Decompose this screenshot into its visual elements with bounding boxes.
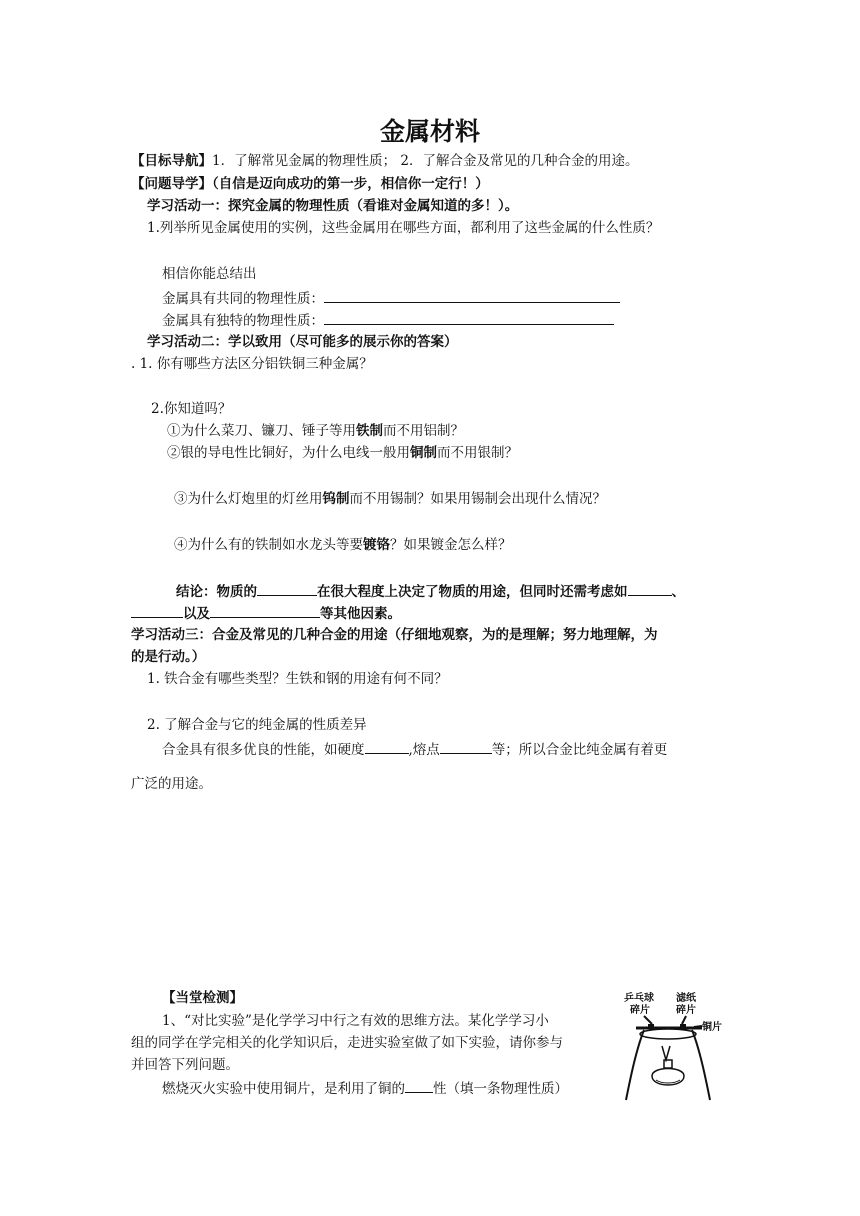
activity2-question-2-2: [167, 444, 518, 462]
conclusion-text-d: 以及: [183, 606, 210, 622]
conclusion-blank-4[interactable]: [210, 603, 320, 618]
pingpong-pointer: [644, 1016, 652, 1024]
unique-property-line: [162, 310, 614, 330]
lamp-liquid: [656, 1080, 680, 1083]
activity2-heading: 学习活动二：学以致用（尽可能多的展示你的答案）: [147, 334, 458, 350]
tripod-leg-right: [692, 1030, 710, 1100]
activity1-heading: 学习活动一：探究金属的物理性质（看谁对金属知道的多！）。: [147, 198, 519, 214]
guide-text: （自信是迈向成功的第一步，相信你一定行！）: [212, 176, 489, 192]
objectives-text: 1．了解常见金属的物理性质； 2．了解合金及常见的几种合金的用途。: [212, 153, 639, 169]
alloy-text-c: 等；所以合金比纯金属有着更: [491, 742, 668, 758]
activity3-heading-2: 的是行动。）: [131, 649, 206, 665]
pingpong-label-1: 乒乓球: [624, 993, 654, 1004]
experiment-figure: [622, 990, 726, 1102]
q2-2-emphasis: 铜制: [410, 445, 437, 461]
q2-4-emphasis: 镀铬: [363, 537, 390, 553]
q2-4-text-end: ？如果镀金怎么样？: [390, 537, 512, 553]
check-line-4-text-a: 燃烧灭火实验中使用铜片，是利用了铜的: [162, 1081, 405, 1097]
filter-label-2: 碎片: [676, 1005, 696, 1016]
common-property-line: [162, 288, 620, 308]
alloy-property-line: [162, 739, 667, 759]
q2-1-text: ①为什么菜刀、镰刀、锤子等用: [167, 423, 356, 439]
tripod-ring: [640, 1029, 696, 1039]
activity3-question-2: 2. 了解合金与它的纯金属的性质差异: [147, 717, 367, 733]
conclusion-blank-1[interactable]: [257, 581, 317, 596]
activity2-question-2-4: [174, 536, 512, 554]
conclusion-text-a: 结论：物质的: [176, 584, 257, 600]
conclusion-line-2: [131, 603, 401, 623]
conclusion-line: [176, 581, 685, 601]
common-property-blank[interactable]: [324, 288, 620, 303]
pingpong-label-2: 碎片: [630, 1005, 650, 1016]
conclusion-blank-3[interactable]: [131, 603, 183, 618]
unique-property-blank[interactable]: [324, 310, 614, 325]
filter-pointer: [682, 1016, 686, 1024]
q2-3-text: ③为什么灯炮里的灯丝用: [174, 491, 323, 507]
unique-property-label: 金属具有独特的物理性质：: [162, 313, 324, 329]
activity3-heading: 学习活动三：合金及常见的几种合金的用途（仔细地观察，为的是理解；努力地理解，为: [131, 627, 658, 643]
q2-3-text-end: 而不用锡制？如果用锡制会出现什么情况？: [349, 491, 606, 507]
check-line-4: [162, 1078, 568, 1098]
alloy-text-a: 合金具有很多优良的性能，如硬度: [162, 742, 365, 758]
lamp-wick-holder: [664, 1060, 672, 1068]
tripod-leg-left: [626, 1030, 644, 1100]
conclusion-blank-2[interactable]: [628, 581, 672, 596]
activity1-question-1: 1.列举所见金属使用的实例，这些金属用在哪些方面，都利用了这些金属的什么性质？: [147, 220, 660, 236]
q2-2-text-end: 而不用银制？: [437, 445, 518, 461]
activity2-question-1: . 1. 你有哪些方法区分铝铁铜三种金属？: [131, 356, 373, 372]
copper-property-blank[interactable]: [405, 1078, 433, 1093]
guide-line: [131, 175, 489, 193]
filter-label-1: 滤纸: [676, 993, 696, 1004]
q2-4-text: ④为什么有的铁制如水龙头等要: [174, 537, 363, 553]
summary-intro: 相信你能总结出: [162, 266, 257, 282]
conclusion-text-b: 在很大程度上决定了物质的用途，但同时还需考虑如: [317, 584, 628, 600]
q2-3-emphasis: 钨制: [322, 491, 350, 507]
melting-point-blank[interactable]: [440, 739, 492, 754]
check-line-4-text-b: 性（填一条物理性质）: [433, 1081, 568, 1097]
copper-label: 铜片: [702, 1022, 722, 1033]
guide-label: 【问题导学】: [131, 176, 212, 192]
objectives-label: 【目标导航】: [131, 153, 212, 169]
filter-paper-piece: [680, 1024, 686, 1028]
conclusion-text-e: 等其他因素。: [320, 606, 401, 622]
q2-1-text-end: 而不用铝制？: [383, 423, 464, 439]
check-line-3: 并回答下列问题。: [131, 1057, 239, 1073]
activity2-question-2-1: [167, 422, 464, 440]
alloy-text-b: ,熔点: [408, 742, 440, 758]
page-title: 金属材料: [379, 117, 480, 146]
common-property-label: 金属具有共同的物理性质：: [162, 291, 324, 307]
pingpong-piece: [648, 1024, 654, 1028]
activity2-question-2: 2.你知道吗？: [151, 401, 232, 417]
q2-1-emphasis: 铁制: [356, 423, 383, 439]
check-line-1: 1、“对比实验”是化学学习中行之有效的思维方法。某化学学习小: [162, 1013, 549, 1029]
activity3-question-1: 1. 铁合金有哪些类型？生铁和钢的用途有何不同？: [147, 671, 448, 687]
q2-2-text: ②银的导电性比铜好，为什么电线一般用: [167, 445, 410, 461]
objectives-line: [131, 152, 638, 170]
hardness-blank[interactable]: [365, 739, 409, 754]
check-heading: 【当堂检测】: [162, 990, 243, 1006]
conclusion-text-c: 、: [671, 584, 685, 600]
check-line-2: 组的同学在学完相关的化学知识后，走进实验室做了如下实验，请你参与: [131, 1035, 563, 1051]
activity2-question-2-3: [174, 490, 606, 508]
flame: [662, 1046, 670, 1060]
alloy-property-line-2: 广泛的用途。: [131, 776, 212, 792]
